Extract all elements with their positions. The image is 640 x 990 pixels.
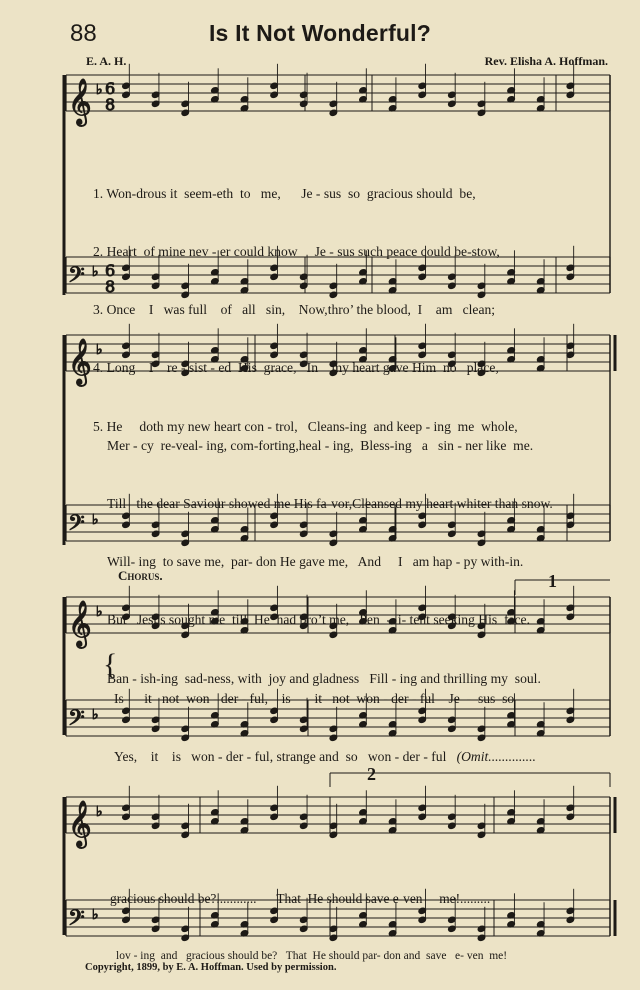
verse-4-line: 4. Long I re - sist - ed His grace, In my heart gave Him no place,: [93, 360, 499, 376]
chorus-line-a: Is it not won - der - ful, is it not won - der - ful Je - sus so: [114, 690, 515, 706]
svg-text:♭: ♭: [96, 342, 103, 358]
second-ending-number: 2: [367, 764, 376, 784]
chorus-lyrics-line1: [114, 650, 536, 786]
svg-text:♭: ♭: [96, 804, 103, 820]
svg-text:𝄞: 𝄞: [68, 79, 92, 125]
verse-2-line: Till the dear Saviour showed me His fa-vor,Cleansed my heart whiter than snow.: [107, 496, 553, 512]
chorus-line-b: lov - ing and gracious should be? That He should par- don and save e- ven me!: [116, 950, 508, 963]
music-credit: Rev. Elisha A. Hoffman.: [484, 54, 608, 68]
omit-instruction: (Omit..............: [456, 749, 536, 765]
svg-text:𝄞: 𝄞: [68, 339, 92, 385]
svg-text:6: 6: [105, 261, 116, 280]
svg-text:♭: ♭: [92, 907, 99, 923]
verse-5-line: 5. He doth my new heart con - trol, Cleans-ing and keep - ing me whole,: [93, 418, 518, 434]
verse-3-line: Will- ing to save me, par- don He gave me, And I am hap - py with-in.: [107, 554, 524, 570]
svg-text:8: 8: [105, 95, 116, 114]
verse-1-line: 1. Won-drous it seem-eth to me, Je - sus so gracious should be,: [93, 185, 476, 201]
chorus-line-b-text: Yes, it is won - der - ful, strange and so won - der - ful: [114, 749, 457, 765]
chorus-line-a: gracious should be?............ That He should save e-ven me!.........: [110, 890, 491, 906]
svg-text:𝄢: 𝄢: [68, 263, 85, 293]
svg-text:𝄢: 𝄢: [68, 511, 85, 541]
verse-3-line: 3. Once I was full of all sin, Now,thro’ the blood, I am clean;: [93, 302, 496, 318]
verse-1-line: Mer - cy re-veal- ing, com-forting,heal - ing, Bless-ing a sin - ner like me.: [107, 437, 534, 453]
svg-text:♭: ♭: [96, 604, 103, 620]
chorus-label: Chorus.: [118, 568, 163, 583]
verse-4-line: But Jesus sought me till He had bro’t me, Pen - i- tent seeking His face.: [107, 612, 530, 628]
hymn-title: Is It Not Wonderful?: [208, 20, 432, 46]
chorus-line-b: [114, 747, 536, 766]
verse-5-line: Ban - ish-ing sad-ness, with joy and gladness Fill - ing and thrilling my soul.: [107, 670, 541, 686]
page-number: 88: [70, 20, 97, 47]
svg-text:𝄞: 𝄞: [68, 801, 92, 847]
copyright-notice: Copyright, 1899, by E. A. Hoffman. Used by permission.: [85, 962, 337, 973]
svg-text:𝄞: 𝄞: [68, 601, 92, 647]
words-credit: E. A. H.: [86, 54, 127, 68]
svg-text:6: 6: [105, 79, 116, 98]
lyric-brace-icon: {: [103, 648, 118, 681]
svg-text:♭: ♭: [92, 707, 99, 723]
svg-text:♭: ♭: [96, 82, 103, 98]
svg-text:♭: ♭: [92, 512, 99, 528]
svg-text:𝄢: 𝄢: [68, 706, 85, 736]
verse-2-line: 2. Heart of mine nev - er could know Je - sus such peace could be-stow,: [93, 244, 500, 260]
svg-text:𝄢: 𝄢: [68, 906, 85, 936]
svg-text:♭: ♭: [92, 264, 99, 280]
svg-text:8: 8: [105, 277, 116, 296]
first-ending-number: 1: [548, 571, 557, 591]
